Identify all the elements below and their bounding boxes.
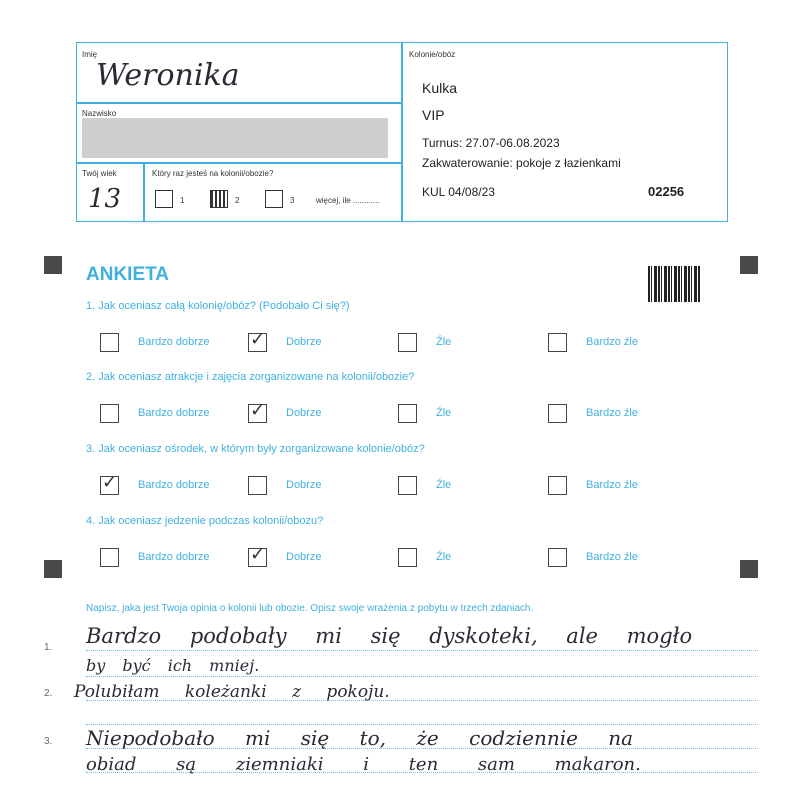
times-label: Który raz jesteś na kolonii/obozie?	[152, 169, 274, 178]
question-1-checkbox-4[interactable]	[548, 333, 567, 352]
first-name-label: Imię	[82, 50, 98, 59]
check-mark-icon: ✓	[102, 472, 118, 493]
opinion-line-3a[interactable]: Niepodobało mi się to, że codziennie na	[86, 726, 634, 750]
line-number-1: 1.	[44, 642, 53, 653]
opinion-prompt: Napisz, jaka jest Twoja opinia o kolonii lub obozie. Opisz swoje wrażenia z pobytu w trzech zdaniach.	[86, 603, 534, 614]
surname-redaction	[82, 118, 388, 158]
header-divider-age	[143, 162, 145, 222]
first-name-value[interactable]: Weronika	[96, 58, 240, 93]
question-4-option-label: Bardzo źle	[586, 551, 638, 563]
question-4-option-label: Źle	[436, 551, 452, 563]
times-option-3: 3	[290, 196, 295, 205]
question-3-text: 3. Jak oceniasz ośrodek, w którym były zorganizowane kolonie/obóz?	[86, 443, 425, 455]
registration-marker-bottom-right	[740, 560, 758, 578]
question-1-checkbox-1[interactable]	[100, 333, 119, 352]
writing-line	[86, 650, 758, 651]
opinion-line-2[interactable]: Polubiłam koleżanki z pokoju.	[74, 682, 390, 702]
question-1-checkbox-3[interactable]	[398, 333, 417, 352]
line-number-2: 2.	[44, 688, 53, 699]
question-1-option-label: Źle	[436, 336, 452, 348]
question-3-checkbox-4[interactable]	[548, 476, 567, 495]
question-2-option-label: Bardzo źle	[586, 407, 638, 419]
age-value[interactable]: 13	[88, 184, 122, 214]
question-4-option-label: Bardzo dobrze	[138, 551, 210, 563]
form-number: 02256	[648, 184, 685, 199]
question-2-checkbox-2[interactable]	[248, 400, 267, 423]
question-3-option-label: Bardzo dobrze	[138, 479, 210, 491]
question-1-option-label: Bardzo dobrze	[138, 336, 210, 348]
question-1-option-label: Bardzo źle	[586, 336, 638, 348]
opinion-line-1a[interactable]: Bardzo podobały mi się dyskoteki, ale mogło	[86, 624, 693, 648]
age-label: Twój wiek	[82, 169, 117, 178]
question-2-option-label: Źle	[436, 407, 452, 419]
check-mark-icon: ✓	[250, 329, 266, 350]
check-mark-icon: ✓	[250, 544, 266, 565]
opinion-line-3b[interactable]: obiad są ziemniaki i ten sam makaron.	[86, 754, 641, 775]
header-divider-vertical	[401, 42, 403, 222]
question-3-checkbox-3[interactable]	[398, 476, 417, 495]
camp-type: VIP	[422, 107, 445, 123]
accommodation: Zakwaterowanie: pokoje z łazienkami	[422, 156, 621, 170]
header-divider-row1	[76, 102, 402, 104]
question-2-text: 2. Jak oceniasz atrakcje i zajęcia zorganizowane na kolonii/obozie?	[86, 371, 415, 383]
line-number-3: 3.	[44, 736, 53, 747]
question-1-option-label: Dobrze	[286, 336, 322, 348]
question-2-checkbox-1[interactable]	[100, 404, 119, 423]
question-3-option-label: Dobrze	[286, 479, 322, 491]
registration-marker-top-right	[740, 256, 758, 274]
times-more: więcej, ile ............	[316, 196, 380, 205]
writing-line	[86, 676, 758, 677]
surname-label: Nazwisko	[82, 109, 117, 118]
question-3-option-label: Bardzo źle	[586, 479, 638, 491]
question-3-checkbox-2[interactable]	[248, 476, 267, 495]
question-3-checkbox-1[interactable]	[100, 472, 119, 495]
barcode	[648, 266, 700, 302]
times-checkbox-2[interactable]	[210, 190, 228, 208]
survey-title: ANKIETA	[86, 264, 170, 285]
times-checkbox-1[interactable]	[155, 190, 173, 208]
question-4-text: 4. Jak oceniasz jedzenie podczas kolonii/obozu?	[86, 515, 324, 527]
question-1-checkbox-2[interactable]	[248, 329, 267, 352]
camp-name: Kulka	[422, 80, 458, 96]
camp-label: Kolonie/obóz	[409, 50, 456, 59]
writing-line	[86, 724, 758, 725]
camp-code: KUL 04/08/23	[422, 185, 495, 199]
times-option-2: 2	[235, 196, 240, 205]
registration-marker-bottom-left	[44, 560, 62, 578]
question-2-option-label: Dobrze	[286, 407, 322, 419]
question-3-option-label: Źle	[436, 479, 452, 491]
question-4-checkbox-1[interactable]	[100, 548, 119, 567]
question-4-checkbox-3[interactable]	[398, 548, 417, 567]
question-2-option-label: Bardzo dobrze	[138, 407, 210, 419]
header-divider-row2	[76, 162, 402, 164]
opinion-line-1b[interactable]: by być ich mniej.	[86, 656, 260, 675]
question-4-checkbox-4[interactable]	[548, 548, 567, 567]
question-2-checkbox-3[interactable]	[398, 404, 417, 423]
question-4-checkbox-2[interactable]	[248, 544, 267, 567]
turnus: Turnus: 27.07-06.08.2023	[422, 136, 560, 150]
times-checkbox-3[interactable]	[265, 190, 283, 208]
registration-marker-top-left	[44, 256, 62, 274]
times-option-1: 1	[180, 196, 185, 205]
question-1-text: 1. Jak oceniasz całą kolonię/obóz? (Podobało Ci się?)	[86, 300, 350, 312]
question-2-checkbox-4[interactable]	[548, 404, 567, 423]
question-4-option-label: Dobrze	[286, 551, 322, 563]
check-mark-icon: ✓	[250, 400, 266, 421]
